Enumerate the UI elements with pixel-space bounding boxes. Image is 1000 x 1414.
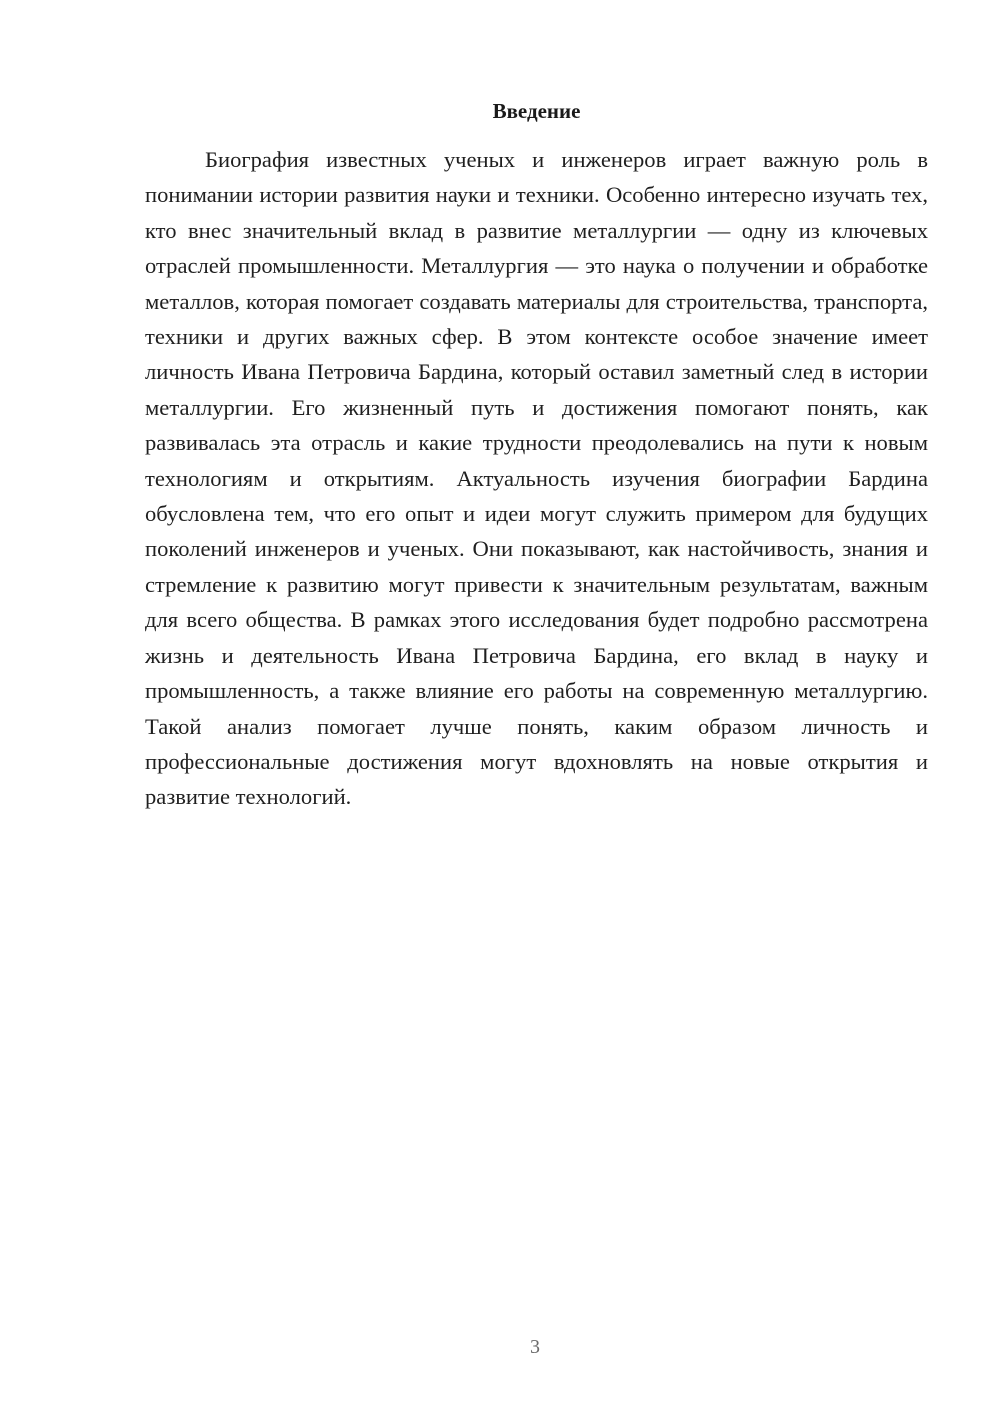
page-number: 3 <box>530 1336 540 1358</box>
section-heading: Введение <box>492 99 581 123</box>
body-paragraph: Биография известных ученых и инженеров играет важную роль в понимании истории развития науки и техники. Особенно интересно изучать тех, кто внес значительный вклад в развитие металлургии — одну из ключевых отраслей промышленности. Металлургия — это наука о получении и обработке металлов, которая помогает создавать материалы для строительства, транспорта, техники и других важных сфер. В этом контексте особое значение имеет личность Ивана Петровича Бардина, который оставил заметный след в истории металлургии. Его жизненный путь и достижения помогают понять, как развивалась эта отрасль и какие трудности преодолевались на пути к новым технологиям и открытиям. Актуальность изучения биографии Бардина обусловлена тем, что его опыт и идеи могут служить примером для будущих поколений инженеров и ученых. Они показывают, как настойчивость, знания и стремление к развитию могут привести к значительным результатам, важным для всего общества. В рамках этого исследования будет подробно рассмотрена жизнь и деятельность Ивана Петровича Бардина, его вклад в науку и промышленность, а также влияние его работы на современную металлургию. Такой анализ помогает лучше понять, каким образом личность и профессиональные достижения могут вдохновлять на новые открытия и развитие технологий. <box>145 147 928 810</box>
